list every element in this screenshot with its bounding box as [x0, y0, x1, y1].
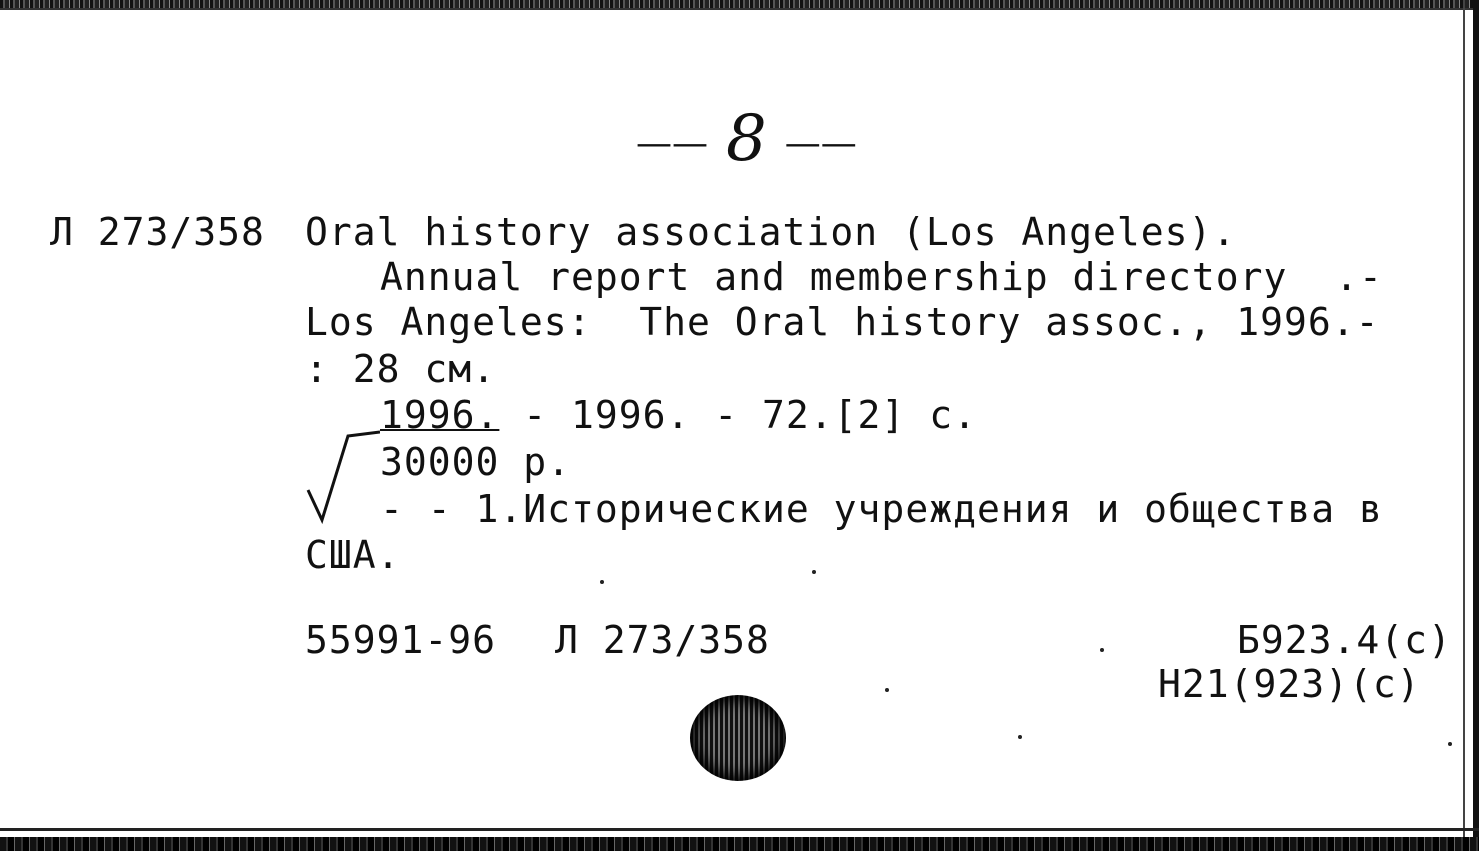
title-line-author: Oral history association (Los Angeles).: [305, 210, 1237, 254]
card-bottom-border: [0, 828, 1479, 831]
card-top-border: [0, 8, 1479, 10]
subject-line: - - 1.Исторические учреждения и общества в: [380, 487, 1383, 531]
speck: [1100, 648, 1104, 652]
volume-year: 1996.: [380, 393, 500, 437]
speck: [812, 570, 816, 574]
subject-continued: США.: [305, 533, 401, 577]
card-right-edge: [1473, 0, 1479, 851]
speck: [885, 688, 889, 692]
title-line-work: Annual report and membership directory .-: [380, 255, 1383, 299]
card-top-edge: [0, 0, 1479, 8]
shelf-mark: Л 273/358: [555, 618, 770, 662]
card-right-border: [1463, 0, 1465, 851]
dimensions-line: : 28 см.: [305, 347, 497, 391]
speck: [1448, 742, 1452, 746]
classification-primary: Б923.4(с): [1237, 618, 1452, 662]
card-bottom-edge: [0, 837, 1479, 851]
call-number: Л 273/358: [50, 210, 265, 254]
handwritten-page-number: —— 8 ——: [636, 102, 857, 176]
volume-line: [380, 393, 977, 437]
price-line: 30000 р.: [380, 440, 572, 484]
speck: [600, 580, 604, 584]
classification-secondary: Н21(923)(с): [1158, 662, 1421, 706]
volume-details: - 1996. - 72.[2] с.: [499, 393, 977, 437]
accession-number: 55991-96: [305, 618, 497, 662]
check-mark-icon: [300, 428, 380, 528]
punch-hole-stamp: [690, 695, 786, 781]
speck: [1018, 735, 1022, 739]
imprint-line: Los Angeles: The Oral history assoc., 1996.-: [305, 300, 1380, 344]
